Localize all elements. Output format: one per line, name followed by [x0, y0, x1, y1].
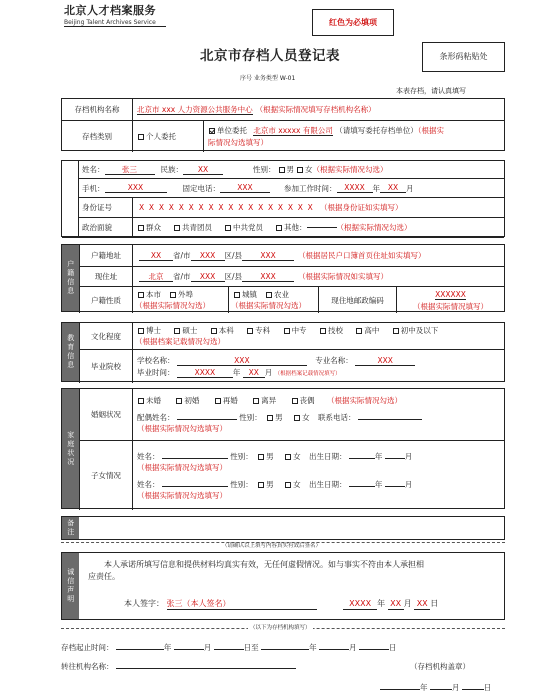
cur-address-label: 现住址 — [79, 267, 132, 286]
marital-widowed-label: 丧偶 — [299, 396, 315, 405]
major-value[interactable]: XXX — [355, 356, 415, 366]
grad-month-unit: 月 — [264, 367, 273, 377]
reg-address-field[interactable] — [132, 245, 504, 266]
edu-technical-label: 技校 — [327, 326, 343, 335]
children-field — [132, 441, 504, 510]
marital-first-label: 初婚 — [184, 396, 200, 405]
hukou-nature-label: 户籍性质 — [79, 287, 132, 313]
spouse-name-label: 配偶姓名： — [137, 413, 175, 422]
family-section — [61, 388, 505, 509]
cur-hint: （根据实际情况如实填写） — [298, 272, 389, 281]
child1-month-unit: 月 — [404, 451, 413, 461]
sign-value[interactable]: 张三（本人签名） — [167, 599, 317, 610]
barcode-area: 条形码粘贴处 — [422, 42, 505, 72]
nation-value[interactable]: XX — [183, 165, 223, 175]
reg-detail: XXX — [242, 251, 294, 261]
children-label: 子女情况 — [79, 441, 132, 510]
reg-city-unit: 区/县 — [224, 251, 243, 260]
zip-field[interactable] — [396, 287, 504, 313]
reg-address-row — [79, 245, 504, 267]
gender-hint: （根据实际情况勾选） — [312, 165, 388, 174]
reg-city: XXX — [191, 251, 225, 261]
unit-value: 北京市 xxxxx 有限公司 — [253, 126, 333, 135]
political-row — [62, 218, 504, 238]
child2-name-label: 姓名： — [137, 479, 160, 489]
edu-technical-checkbox[interactable] — [320, 328, 326, 334]
sign-day-unit: 日 — [430, 599, 439, 608]
hukou-side-label: 户籍信息 — [62, 245, 79, 311]
archive-org-label: 存档机构名称 — [74, 105, 120, 114]
nature-local-checkbox[interactable] — [138, 292, 144, 298]
logo-underline — [64, 26, 166, 27]
school-name-label: 学校名称： — [137, 355, 175, 365]
hukou-section — [61, 244, 505, 312]
edu-highschool-label: 高中 — [364, 326, 380, 335]
name-row — [62, 161, 504, 179]
archive-type-row — [62, 121, 504, 152]
marital-single-label: 未婚 — [146, 396, 161, 405]
child1-female-checkbox[interactable] — [285, 454, 291, 460]
nature-local-label: 本市 — [146, 290, 161, 299]
edu-level-row — [79, 323, 504, 350]
end-year-input[interactable] — [261, 649, 309, 650]
end-month-unit: 月 — [348, 643, 357, 652]
child2-hint: （根据实际情况勾选填写） — [137, 490, 227, 500]
family-side-label: 家庭状况 — [62, 389, 79, 508]
edu-bachelor-checkbox[interactable] — [211, 328, 217, 334]
child2-year-input[interactable] — [349, 486, 375, 487]
political-masses-checkbox[interactable] — [138, 225, 144, 231]
archive-section — [61, 98, 505, 151]
sign-month-unit: 月 — [403, 599, 412, 608]
divider-1 — [61, 542, 505, 543]
end-day-unit: 日 — [388, 643, 397, 652]
sign-year-unit: 年 — [377, 599, 386, 608]
edu-college-label: 专科 — [255, 326, 271, 335]
political-other-input[interactable] — [307, 227, 337, 228]
child2-birth-label: 出生日期： — [308, 479, 347, 489]
sign-year-value[interactable]: XXXX — [343, 599, 377, 610]
spouse-contact-label: 联系电话： — [317, 413, 356, 422]
declaration-side-label: 诚信声明 — [62, 553, 79, 619]
child2-month-unit: 月 — [404, 479, 413, 489]
reg-hint: （根据居民户口簿首页住址如实填写） — [298, 251, 426, 260]
archive-org-field[interactable] — [132, 99, 504, 120]
child1-birth-label: 出生日期： — [308, 451, 347, 461]
name-label: 姓名： — [82, 165, 105, 174]
grad-hint: （根据档案记载情况填写） — [274, 370, 341, 377]
political-league-checkbox[interactable] — [174, 225, 180, 231]
edu-college-checkbox[interactable] — [247, 328, 253, 334]
serial-number: 序号 业务类型 W-01 — [240, 75, 296, 82]
child1-hint: （根据实际情况勾选填写） — [137, 462, 227, 472]
unit-hint-cont: 际情况勾选填写） — [208, 138, 268, 147]
marital-widowed-checkbox[interactable] — [292, 398, 298, 404]
marital-single-checkbox[interactable] — [138, 398, 144, 404]
remark-section — [61, 516, 505, 540]
logo-subtitle: Beijing Talent Archives Service — [64, 19, 156, 26]
personal-label: 个人委托 — [146, 132, 176, 141]
child1-year-input[interactable] — [349, 458, 375, 459]
marital-divorced-label: 离异 — [261, 396, 277, 405]
school-row — [79, 350, 504, 383]
school-label: 毕业院校 — [79, 350, 132, 383]
unit-hint: （请填写委托存档单位） — [335, 126, 418, 135]
grad-month-value[interactable]: XX — [243, 368, 265, 378]
gender-label: 性别： — [253, 165, 276, 174]
zip-hint: （根据实际情况填写） — [413, 301, 488, 311]
hukou-nature-row — [79, 287, 504, 313]
edu-section — [61, 322, 505, 382]
nature-rural-checkbox[interactable] — [266, 292, 272, 298]
child1-gender-label: 性别： — [230, 451, 253, 461]
confirm-note: （请确认以上填写内容真实有效后签名） — [222, 543, 322, 549]
reg-address-label: 户籍地址 — [79, 245, 132, 266]
tel-value[interactable]: XXX — [220, 183, 270, 193]
spouse-female-checkbox[interactable] — [294, 415, 300, 421]
unit-checkbox[interactable] — [209, 128, 215, 134]
hukou-nature-local — [132, 287, 228, 313]
edu-junior-label: 初中及以下 — [400, 326, 439, 335]
archive-period-line — [61, 643, 396, 652]
remark-input[interactable] — [79, 517, 504, 539]
cur-address-row — [79, 267, 504, 287]
seal-day-unit: 日 — [483, 683, 492, 692]
start-month-input[interactable] — [174, 649, 204, 650]
declaration-text — [88, 559, 498, 584]
seal-year-input[interactable] — [380, 689, 420, 690]
archive-personal-option[interactable] — [132, 121, 203, 152]
marital-hint: （根据实际情况勾选） — [326, 396, 402, 405]
cur-detail: XXX — [242, 272, 294, 282]
unit-label: 单位委托 — [217, 126, 247, 135]
cur-prov: 北京 — [139, 272, 173, 282]
id-value: X X X X X X X X X X X X X X X X X X — [139, 203, 315, 212]
child1-male-label: 男 — [266, 451, 274, 461]
edu-side-label: 教育信息 — [62, 323, 79, 381]
work-month-unit: 月 — [406, 183, 414, 193]
phone-label: 手机： — [82, 183, 105, 193]
marital-field — [132, 389, 504, 440]
reg-prov: XX — [139, 251, 173, 261]
cur-city-unit: 区/县 — [224, 272, 243, 281]
sign-month-value[interactable]: XX — [388, 599, 404, 610]
child2-year-unit: 年 — [374, 479, 383, 489]
start-year-unit: 年 — [163, 643, 172, 652]
end-year-unit: 年 — [309, 643, 317, 652]
political-other-checkbox[interactable] — [276, 225, 282, 231]
seal-month-input[interactable] — [430, 689, 452, 690]
id-label: 身份证号 — [82, 203, 112, 212]
marital-remarried-checkbox[interactable] — [215, 398, 221, 404]
declaration-section — [61, 552, 505, 620]
child1-name-input[interactable] — [162, 458, 228, 459]
school-field — [132, 350, 504, 383]
start-day-input[interactable] — [214, 649, 244, 650]
tel-label: 固定电话： — [182, 183, 220, 193]
archive-period-label: 存档起止时间： — [61, 643, 114, 652]
nature-rural-label: 农业 — [274, 290, 289, 299]
archive-org-hint: （根据实际情况填写存档机构名称） — [255, 105, 376, 114]
logo-title: 北京人才档案服务 — [64, 4, 156, 17]
id-row — [62, 198, 504, 218]
seal-date-line — [380, 683, 491, 692]
political-league-label: 共青团员 — [182, 223, 212, 232]
political-party-label: 中共党员 — [233, 223, 263, 232]
school-name-value[interactable]: XXX — [177, 356, 307, 366]
child2-female-label: 女 — [293, 479, 301, 489]
transfer-label: 转往机构名称： — [61, 662, 114, 671]
work-month-value[interactable]: XX — [380, 183, 406, 193]
transfer-input[interactable] — [116, 668, 296, 669]
declaration-line1: 本人承诺所填写信息和提供材料均真实有效，无任何虚假情况。如与事实不符由本人承担相 — [104, 560, 424, 569]
child2-male-label: 男 — [266, 479, 274, 489]
fill-note: 本表存档，请认真填写 — [396, 87, 466, 95]
id-field[interactable] — [132, 198, 504, 217]
nature-nonlocal-label: 外埠 — [178, 290, 193, 299]
nature-urban-label: 城镇 — [242, 290, 257, 299]
end-month-input[interactable] — [319, 649, 349, 650]
marital-label: 婚姻状况 — [79, 389, 132, 440]
gender-male-label: 男 — [286, 165, 294, 174]
political-other-label: 其他： — [284, 223, 307, 232]
marital-first-checkbox[interactable] — [176, 398, 182, 404]
marital-divorced-checkbox[interactable] — [253, 398, 259, 404]
gender-female-label: 女 — [305, 165, 313, 174]
start-to-label: 日至 — [243, 643, 259, 652]
edu-level-label: 文化程度 — [79, 323, 132, 349]
remark-side-label: 备注 — [62, 517, 79, 539]
spouse-gender-label: 性别： — [239, 413, 262, 422]
work-year-value[interactable]: XXXX — [337, 183, 373, 193]
political-hint: （根据实际情况勾选） — [336, 223, 412, 232]
spouse-male-label: 男 — [275, 413, 283, 422]
start-year-input[interactable] — [116, 649, 164, 650]
seal-month-unit: 月 — [451, 683, 460, 692]
archive-unit-option[interactable] — [203, 121, 504, 152]
spouse-contact-input[interactable] — [358, 419, 422, 420]
required-note-box: 红色为必填项 — [312, 9, 394, 36]
nation-label: 民族： — [160, 165, 183, 174]
nature-hint2: （根据实际情况勾选） — [231, 301, 306, 310]
name-value[interactable]: 张三 — [105, 165, 155, 175]
sign-line — [124, 599, 438, 610]
edu-level-options — [132, 323, 504, 349]
political-options — [132, 218, 504, 237]
spouse-hint: （根据实际情况勾选填写） — [137, 424, 227, 433]
transfer-line — [61, 662, 296, 671]
agency-note: （以下为存档机构填写） — [250, 625, 311, 631]
child1-male-checkbox[interactable] — [258, 454, 264, 460]
grad-year-value[interactable]: XXXX — [177, 368, 233, 378]
cur-prov-unit: 省/市 — [173, 272, 191, 281]
start-month-unit: 月 — [203, 643, 212, 652]
child1-female-label: 女 — [293, 451, 301, 461]
political-label: 政治面貌 — [82, 223, 112, 232]
edu-highschool-checkbox[interactable] — [356, 328, 362, 334]
archive-org-row — [62, 99, 504, 121]
unit-hint-red: （根据实 — [417, 126, 444, 135]
id-hint: （根据身份证如实填写） — [320, 203, 403, 212]
hukou-nature-type — [228, 287, 318, 313]
child2-female-checkbox[interactable] — [285, 482, 291, 488]
work-start-label: 参加工作时间： — [284, 183, 337, 193]
political-masses-label: 群众 — [146, 223, 161, 232]
child1-month-input[interactable] — [385, 458, 405, 459]
edu-level-hint: （根据档案记载情况勾选） — [135, 337, 225, 346]
marital-remarried-label: 再婚 — [222, 396, 238, 405]
child2-name-input[interactable] — [162, 486, 228, 487]
personal-side-blank — [62, 161, 79, 236]
personal-checkbox[interactable] — [138, 134, 144, 140]
gender-female-checkbox[interactable] — [297, 167, 303, 173]
cur-city: XXX — [191, 272, 225, 282]
declaration-line2: 应责任。 — [88, 572, 120, 582]
children-row — [79, 441, 504, 510]
edu-master-checkbox[interactable] — [174, 328, 180, 334]
cur-address-field[interactable] — [132, 267, 504, 286]
archive-org-value: 北京市 xxx 人力资源公共服务中心 — [137, 104, 253, 114]
phone-row — [62, 179, 504, 198]
grad-year-unit: 年 — [232, 367, 241, 377]
sign-day-value[interactable]: XX — [414, 599, 430, 610]
child1-name-label: 姓名： — [137, 451, 160, 461]
seal-label: （存档机构盖章） — [410, 662, 470, 671]
nature-urban-checkbox[interactable] — [234, 292, 240, 298]
sign-label: 本人签字： — [124, 599, 164, 608]
edu-secondary-label: 中专 — [291, 326, 307, 335]
edu-secondary-checkbox[interactable] — [284, 328, 290, 334]
reg-prov-unit: 省/市 — [173, 251, 191, 260]
edu-junior-checkbox[interactable] — [393, 328, 399, 334]
major-label: 专业名称： — [315, 355, 353, 365]
form-title: 北京市存档人员登记表 — [200, 48, 340, 64]
zip-label: 现住地邮政编码 — [318, 287, 396, 313]
archive-type-label: 存档类别 — [82, 132, 112, 141]
seal-year-unit: 年 — [420, 683, 428, 692]
child2-gender-label: 性别： — [230, 479, 253, 489]
gender-male-checkbox[interactable] — [279, 167, 285, 173]
nature-nonlocal-checkbox[interactable] — [170, 292, 176, 298]
child1-year-unit: 年 — [374, 451, 383, 461]
personal-section — [61, 160, 505, 237]
child2-male-checkbox[interactable] — [258, 482, 264, 488]
nature-hint1: （根据实际情况勾选） — [135, 301, 210, 310]
spouse-female-label: 女 — [302, 413, 310, 422]
edu-phd-checkbox[interactable] — [138, 328, 144, 334]
grad-label: 毕业时间： — [137, 367, 175, 377]
edu-master-label: 硕士 — [182, 326, 198, 335]
zip-value: XXXXXX — [435, 289, 466, 299]
child2-month-input[interactable] — [385, 486, 405, 487]
end-day-input[interactable] — [359, 649, 389, 650]
spouse-male-checkbox[interactable] — [267, 415, 273, 421]
political-party-checkbox[interactable] — [225, 225, 231, 231]
edu-phd-label: 博士 — [146, 326, 161, 335]
phone-value[interactable]: XXX — [105, 183, 167, 193]
work-year-unit: 年 — [372, 183, 380, 193]
marital-row — [79, 389, 504, 441]
spouse-name-input[interactable] — [177, 419, 237, 420]
seal-day-input[interactable] — [462, 689, 484, 690]
edu-bachelor-label: 本科 — [218, 326, 234, 335]
